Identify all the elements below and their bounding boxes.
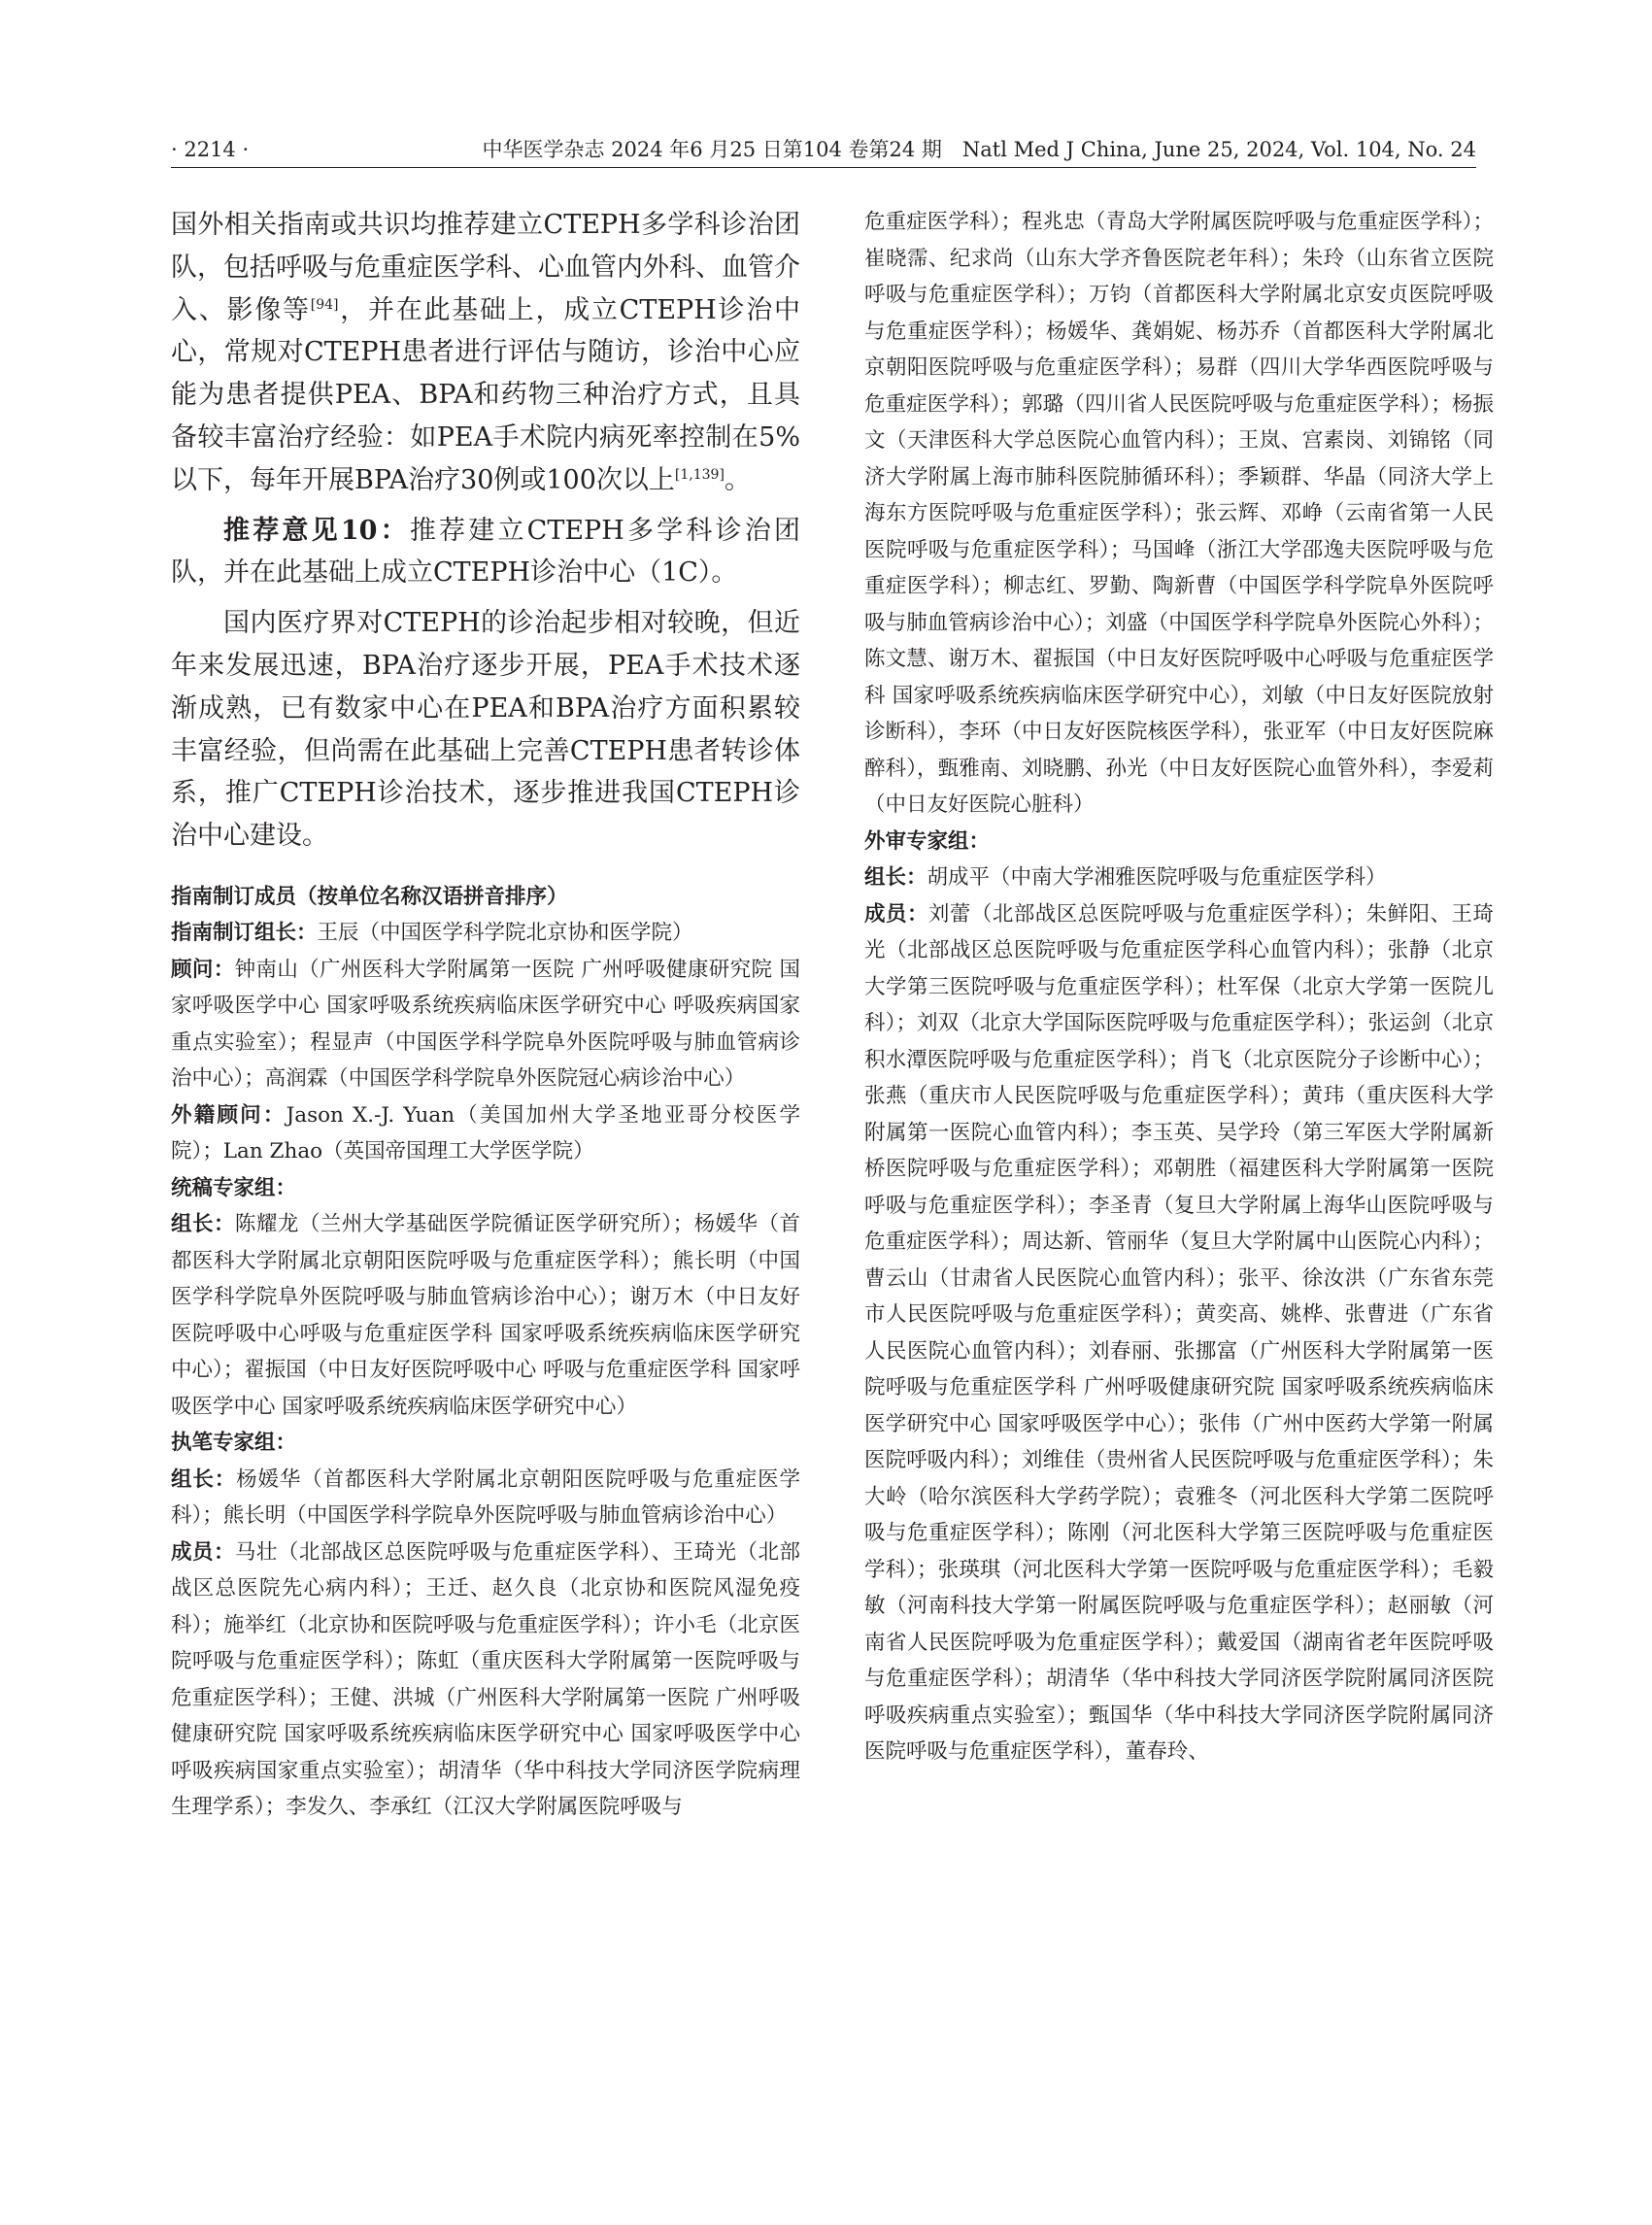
advisors: 顾问：钟南山（广州医科大学附属第一医院 广州呼吸健康研究院 国家呼吸医学中心 国家呼吸系统疾病临床医学研究中心 呼吸疾病国家重点实验室）；程显声（中国医学科学院阜外医院呼吸与肺血管病诊治中心）；高润霖（中国医学科学院阜外医院冠心病诊治中心） — [171, 957, 800, 1092]
members-title: 指南制订成员（按单位名称汉语拼音排序） — [171, 884, 568, 909]
running-header — [171, 132, 1476, 168]
foreign-advisors: 外籍顾问：Jason X.-J. Yuan（美国加州大学圣地亚哥分校医学院）；Lan Zhao（英国帝国理工大学医学院） — [171, 1102, 800, 1164]
writing-group-members-continued: 危重症医学科）；程兆忠（青岛大学附属医院呼吸与危重症医学科）；崔晓霈、纪求尚（山东大学齐鲁医院老年科）；朱玲（山东省立医院呼吸与危重症医学科）；万钧（首都医科大学附属北京安贞医院呼吸与危重症医学科）；杨媛华、龚娟妮、杨苏乔（首都医科大学附属北京朝阳医院呼吸与危重症医学科）；易群（四川大学华西医院呼吸与危重症医学科）；郭璐（四川省人民医院呼吸与危重症医学科）；杨振文（天津医科大学总医院心血管内科）；王岚、宫素岗、刘锦铭（同济大学附属上海市肺科医院肺循环科）；季颖群、华晶（同济大学上海东方医院呼吸与危重症医学科）；张云辉、邓峥（云南省第一人民医院呼吸与危重症医学科）；马国峰（浙江大学邵逸夫医院呼吸与危重症医学科）；柳志红、罗勤、陶新曹（中国医学科学院阜外医院呼吸与肺血管病诊治中心）；刘盛（中国医学科学院阜外医院心外科）；陈文慧、谢万木、翟振国（中日友好医院呼吸中心呼吸与危重症医学科 国家呼吸系统疾病临床医学研究中心），刘敏（中日友好医院放射诊断科），李环（中日友好医院核医学科），张亚军（中日友好医院麻醉科），甄雅南、刘晓鹏、孙光（中日友好医院心血管外科），李爱莉（中日友好医院心脏科） — [864, 210, 1494, 817]
writing-group-members: 成员：马壮（北部战区总医院呼吸与危重症医学科）、王琦光（北部战区总医院先心病内科）；王迁、赵久良（北京协和医院风湿免疫科）；施举红（北京协和医院呼吸与危重症医学科）；许小毛（北京医院呼吸与危重症医学科）；陈虹（重庆医科大学附属第一医院呼吸与危重症医学科）；王健、洪城（广州医科大学附属第一医院 广州呼吸健康研究院 国家呼吸系统疾病临床医学研究中心 国家呼吸医学中心 呼吸疾病国家重点实验室）；胡清华（华中科技大学同济医学院病理生理学系）；李发久、李承红（江汉大学附属医院呼吸与 — [171, 1539, 800, 1820]
left-column — [171, 204, 800, 1826]
external-review-group-title: 外审专家组： — [864, 828, 991, 854]
citation-1-139: [1,139] — [674, 466, 725, 483]
recommendation-10: 推荐意见10：推荐建立CTEPH多学科诊治团队，并在此基础上成立CTEPH诊治中心（1C）。 — [171, 515, 800, 589]
review-group-leaders: 组长：陈耀龙（兰州大学基础医学院循证医学研究所）；杨媛华（首都医科大学附属北京朝阳医院呼吸与危重症医学科）；熊长明（中国医学科学院阜外医院呼吸与肺血管病诊治中心）；谢万木（中日友好医院呼吸中心呼吸与危重症医学科 国家呼吸系统疾病临床医学研究中心）；翟振国（中日友好医院呼吸中心 呼吸与危重症医学科 国家呼吸医学中心 国家呼吸系统疾病临床医学研究中心） — [171, 1212, 800, 1419]
journal-citation: 中华医学杂志 2024 年6 月25 日第104 卷第24 期 Natl Med J China, June 25, 2024, Vol. 104, No. 24 — [482, 138, 1476, 161]
external-review-members: 成员：刘蕾（北部战区总医院呼吸与危重症医学科）；朱鲜阳、王琦光（北部战区总医院呼吸与危重症医学科心血管内科）；张静（北京大学第三医院呼吸与危重症医学科）；杜军保（北京大学第一医院儿科）；刘双（北京大学国际医院呼吸与危重症医学科）；张运剑（北京积水潭医院呼吸与危重症医学科）；肖飞（北京医院分子诊断中心）；张燕（重庆市人民医院呼吸与危重症医学科）；黄玮（重庆医科大学附属第一医院心血管内科）；李玉英、吴学玲（第三军医大学附属新桥医院呼吸与危重症医学科）；邓朝胜（福建医科大学附属第一医院呼吸与危重症医学科）；李圣青（复旦大学附属上海华山医院呼吸与危重症医学科）；周达新、管丽华（复旦大学附属中山医院心内科）；曹云山（甘肃省人民医院心血管内科）；张平、徐汝洪（广东省东莞市人民医院呼吸与危重症医学科）；黄奕高、姚桦、张曹进（广东省人民医院心血管内科）；刘春丽、张挪富（广州医科大学附属第一医院呼吸与危重症医学科 广州呼吸健康研究院 国家呼吸系统疾病临床医学研究中心 国家呼吸医学中心）；张伟（广州中医药大学第一附属医院呼吸内科）；刘维佳（贵州省人民医院呼吸与危重症医学科）；朱大岭（哈尔滨医科大学药学院）；袁雅冬（河北医科大学第二医院呼吸与危重症医学科）；陈刚（河北医科大学第三医院呼吸与危重症医学科）；张瑛琪（河北医科大学第一医院呼吸与危重症医学科）；毛毅敏（河南科技大学第一附属医院呼吸与危重症医学科）；赵丽敏（河南省人民医院呼吸为危重症医学科）；戴爱国（湖南省老年医院呼吸与危重症医学科）；胡清华（华中科技大学同济医学院附属同济医院呼吸疾病重点实验室）；甄国华（华中科技大学同济医学院附属同济医院呼吸与危重症医学科），董春玲、 — [864, 901, 1494, 1764]
paragraph-multidisciplinary: 国外相关指南或共识均推荐建立CTEPH多学科诊治团队，包括呼吸与危重症医学科、心血管内外科、血管介入、影像等[94]，并在此基础上，成立CTEPH诊治中心，常规对CTEPH患者进行评估与随访，诊治中心应能为患者提供PEA、BPA和药物三种治疗方式，且具备较丰富治疗经验：如PEA手术院内病死率控制在5%以下，每年开展BPA治疗30例或100次以上[1,139]。 — [171, 210, 801, 495]
external-review-leader: 组长：胡成平（中南大学湘雅医院呼吸与危重症医学科） — [864, 865, 1387, 890]
citation-94: [94] — [310, 296, 339, 313]
guideline-leader: 指南制订组长：王辰（中国医学科学院北京协和医学院） — [171, 921, 693, 946]
review-group-title: 统稿专家组： — [171, 1175, 297, 1200]
paragraph-domestic-status: 国内医疗界对CTEPH的诊治起步相对较晚，但近年来发展迅速，BPA治疗逐步开展，PEA手术技术逐渐成熟，已有数家中心在PEA和BPA治疗方面积累较丰富经验，但尚需在此基础上完善CTEPH患者转诊体系，推广CTEPH诊治技术，逐步推进我国CTEPH诊治中心建设。 — [171, 608, 800, 852]
right-column — [864, 204, 1494, 1770]
recommendation-label: 推荐意见10： — [223, 515, 410, 546]
writing-group-leaders: 组长：杨媛华（首都医科大学附属北京朝阳医院呼吸与危重症医学科）；熊长明（中国医学科学院阜外医院呼吸与肺血管病诊治中心） — [171, 1466, 800, 1529]
page-number: · 2214 · — [171, 138, 250, 161]
writing-group-title: 执笔专家组： — [171, 1431, 297, 1456]
